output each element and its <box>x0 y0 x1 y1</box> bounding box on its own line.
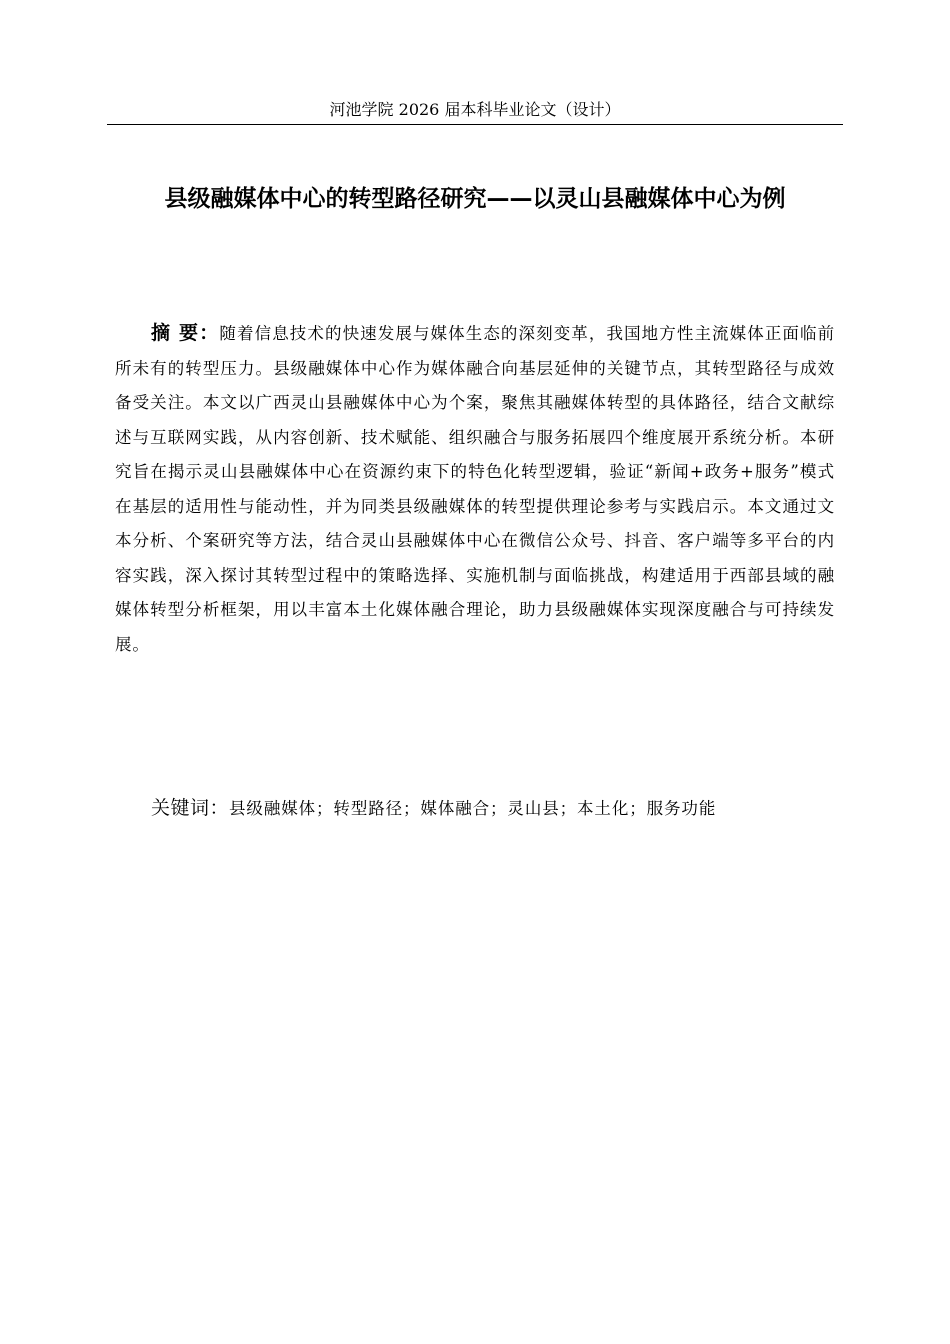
keywords-text: 县级融媒体；转型路径；媒体融合；灵山县；本土化；服务功能 <box>229 799 717 818</box>
keywords-line <box>151 794 841 823</box>
abstract-label: 摘 要： <box>151 322 220 344</box>
running-title: 河池学院 2026 届本科毕业论文（设计） <box>329 100 621 119</box>
header-divider <box>107 124 843 125</box>
abstract-paragraph <box>115 316 835 662</box>
abstract-text: 随着信息技术的快速发展与媒体生态的深刻变革，我国地方性主流媒体正面临前所未有的转型压力。县级融媒体中心作为媒体融合向基层延伸的关键节点，其转型路径与成效备受关注。本文以广西灵山县融媒体中心为个案，聚焦其融媒体转型的具体路径，结合文献综述与互联网实践，从内容创新、技术赋能、组织融合与服务拓展四个维度展开系统分析。本研究旨在揭示灵山县融媒体中心在资源约束下的特色化转型逻辑，验证“新闻+政务+服务”模式在基层的适用性与能动性，并为同类县级融媒体的转型提供理论参考与实践启示。本文通过文本分析、个案研究等方法，结合灵山县融媒体中心在微信公众号、抖音、客户端等多平台的内容实践，深入探讨其转型过程中的策略选择、实施机制与面临挑战，构建适用于西部县域的融媒体转型分析框架，用以丰富本土化媒体融合理论，助力县级融媒体实现深度融合与可持续发展。 <box>115 324 836 654</box>
document-title: 县级融媒体中心的转型路径研究——以灵山县融媒体中心为例 <box>164 186 786 212</box>
keywords-label: 关键词： <box>151 797 230 819</box>
page-header <box>107 100 843 120</box>
